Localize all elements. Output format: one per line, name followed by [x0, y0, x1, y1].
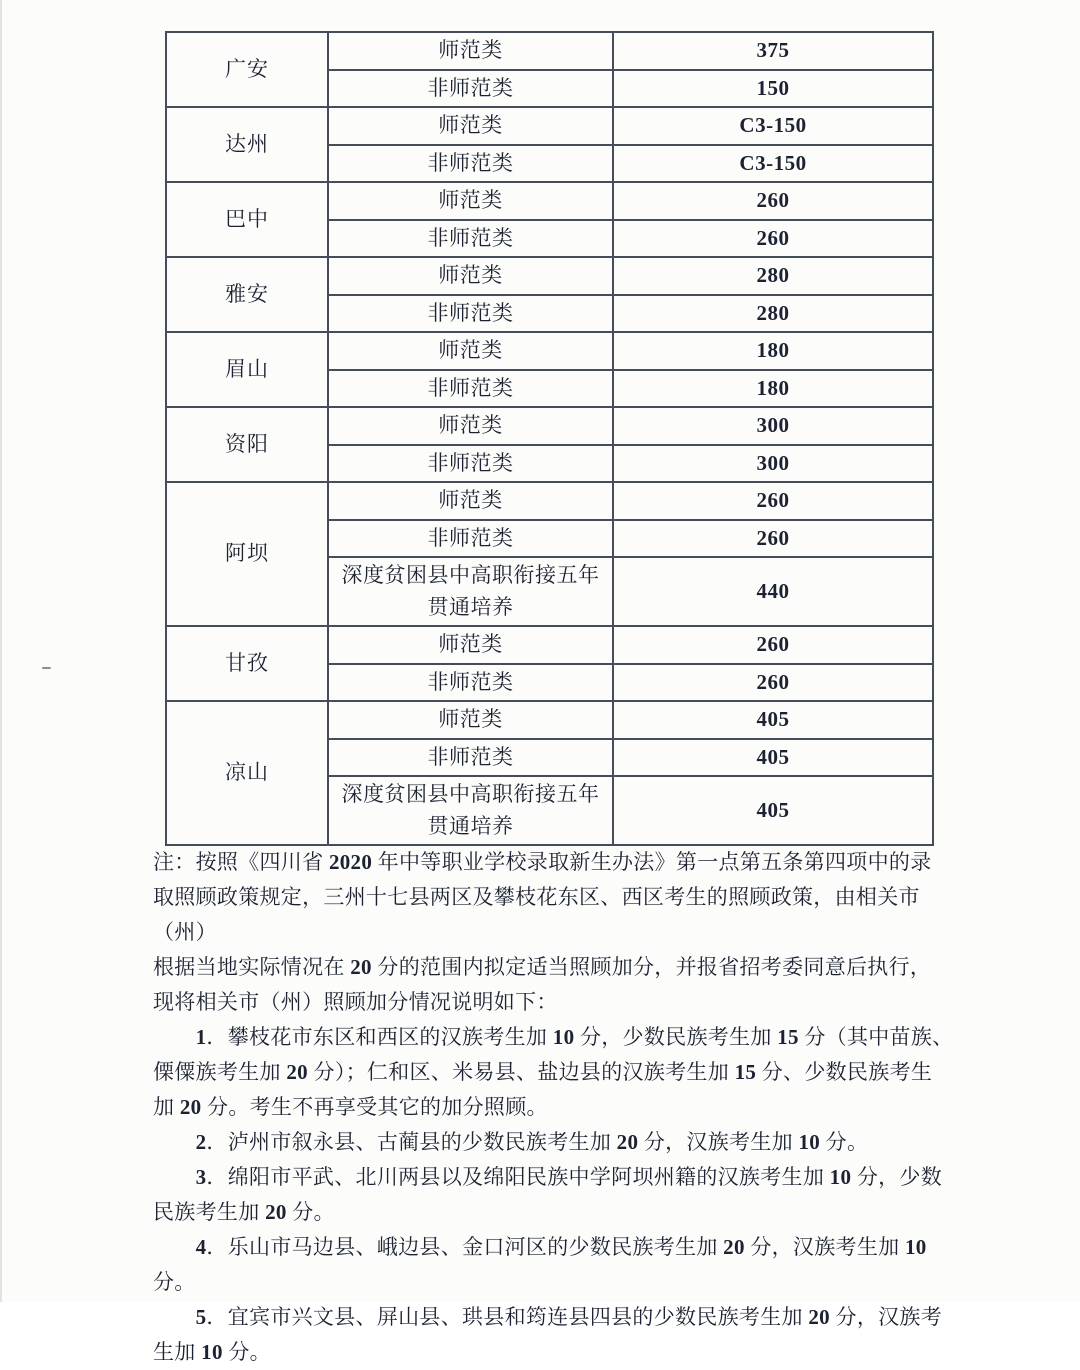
region-cell: 雅安	[166, 257, 328, 332]
score-cell: 375	[613, 32, 933, 70]
note-line: 5．宜宾市兴文县、屏山县、珙县和筠连县四县的少数民族考生加 20 分，汉族考	[195, 1305, 943, 1329]
category-cell: 师范类	[328, 107, 613, 145]
score-cell: 280	[613, 295, 933, 333]
category-cell: 非师范类	[328, 445, 613, 483]
category-cell: 非师范类	[328, 739, 613, 777]
note-line: 生加 10 分。	[153, 1340, 271, 1364]
category-cell: 师范类	[328, 407, 613, 445]
table-row	[166, 701, 933, 739]
scan-artifact-dash	[42, 667, 51, 669]
bonus-points-number: 20	[350, 955, 372, 979]
bonus-points-number: 20	[616, 1130, 639, 1154]
bonus-points-number: 2020	[328, 850, 373, 874]
score-cell: 405	[613, 776, 933, 845]
score-cell: 300	[613, 407, 933, 445]
score-cell: 180	[613, 332, 933, 370]
score-cell: 180	[613, 370, 933, 408]
note-line: 民族考生加 20 分。	[153, 1200, 335, 1224]
score-cell: 280	[613, 257, 933, 295]
bonus-points-number: 20	[265, 1200, 287, 1224]
bonus-points-number: 5	[195, 1305, 207, 1329]
category-cell: 非师范类	[328, 370, 613, 408]
bonus-points-number: 3	[195, 1165, 207, 1189]
note-line: 加 20 分。考生不再享受其它的加分照顾。	[153, 1095, 548, 1119]
bonus-points-number: 10	[904, 1235, 927, 1259]
score-cell: 260	[613, 482, 933, 520]
score-cell: C3-150	[613, 107, 933, 145]
category-cell: 深度贫困县中高职衔接五年贯通培养	[328, 776, 613, 845]
note-line: 现将相关市（州）照顾加分情况说明如下：	[153, 990, 558, 1014]
table-row	[166, 482, 933, 520]
bonus-points-number: 20	[179, 1095, 202, 1119]
score-cell: 260	[613, 626, 933, 664]
region-cell: 巴中	[166, 182, 328, 257]
score-cell: C3-150	[613, 145, 933, 183]
category-cell: 师范类	[328, 332, 613, 370]
category-cell: 师范类	[328, 701, 613, 739]
bonus-points-number: 4	[195, 1235, 207, 1259]
table-row	[166, 182, 933, 220]
bonus-points-number: 10	[201, 1340, 223, 1364]
note-line: 4．乐山市马边县、峨边县、金口河区的少数民族考生加 20 分，汉族考生加 10 分。	[153, 1235, 933, 1294]
score-cell: 260	[613, 664, 933, 702]
category-cell: 师范类	[328, 32, 613, 70]
score-cell: 260	[613, 182, 933, 220]
category-cell: 师范类	[328, 182, 613, 220]
bonus-points-number: 2	[195, 1130, 207, 1154]
category-cell: 非师范类	[328, 295, 613, 333]
region-cell: 达州	[166, 107, 328, 182]
region-cell: 资阳	[166, 407, 328, 482]
category-cell: 非师范类	[328, 220, 613, 258]
note-line: 根据当地实际情况在 20 分的范围内拟定适当照顾加分，并报省招考委同意后执行，	[153, 955, 932, 979]
score-cell: 260	[613, 520, 933, 558]
region-cell: 广安	[166, 32, 328, 107]
region-cell: 甘孜	[166, 626, 328, 701]
bonus-points-number: 1	[195, 1025, 207, 1049]
category-cell: 师范类	[328, 257, 613, 295]
category-cell: 非师范类	[328, 664, 613, 702]
bonus-points-number: 15	[777, 1025, 799, 1049]
score-cell: 405	[613, 701, 933, 739]
note-line: 取照顾政策规定，三州十七县两区及攀枝花东区、西区考生的照顾政策，由相关市（州）	[153, 885, 920, 944]
region-cell: 凉山	[166, 701, 328, 845]
table-row	[166, 107, 933, 145]
admission-scores-table-body	[166, 32, 933, 845]
bonus-points-number: 20	[286, 1060, 308, 1084]
bonus-points-number: 20	[808, 1305, 830, 1329]
score-cell: 260	[613, 220, 933, 258]
category-cell: 非师范类	[328, 70, 613, 108]
table-row	[166, 332, 933, 370]
note-line: 傈僳族考生加 20 分）；仁和区、米易县、盐边县的汉族考生加 15 分、少数民族考生	[153, 1060, 933, 1084]
bonus-points-number: 15	[734, 1060, 757, 1084]
bonus-points-number: 10	[552, 1025, 575, 1049]
category-cell: 师范类	[328, 626, 613, 664]
note-line: 1．攀枝花市东区和西区的汉族考生加 10 分，少数民族考生加 15 分（其中苗族、	[195, 1025, 954, 1049]
notes-section	[153, 845, 971, 1370]
category-cell: 非师范类	[328, 145, 613, 183]
admission-scores-table	[165, 31, 934, 846]
bonus-points-number: 10	[798, 1130, 821, 1154]
scan-edge-artifact	[0, 0, 2, 1302]
table-row	[166, 32, 933, 70]
category-cell: 非师范类	[328, 520, 613, 558]
table-row	[166, 257, 933, 295]
category-cell: 师范类	[328, 482, 613, 520]
region-cell: 眉山	[166, 332, 328, 407]
note-line: 3．绵阳市平武、北川两县以及绵阳民族中学阿坝州籍的汉族考生加 10 分，少数	[195, 1165, 943, 1189]
score-cell: 405	[613, 739, 933, 777]
table-row	[166, 407, 933, 445]
note-line: 2．泸州市叙永县、古蔺县的少数民族考生加 20 分，汉族考生加 10 分。	[195, 1130, 869, 1154]
bonus-points-number: 10	[829, 1165, 852, 1189]
note-line: 注：按照《四川省 2020 年中等职业学校录取新生办法》第一点第五条第四项中的录	[153, 850, 932, 874]
score-cell: 440	[613, 557, 933, 626]
score-cell: 150	[613, 70, 933, 108]
score-cell: 300	[613, 445, 933, 483]
table-row	[166, 626, 933, 664]
category-cell: 深度贫困县中高职衔接五年贯通培养	[328, 557, 613, 626]
region-cell: 阿坝	[166, 482, 328, 626]
bonus-points-number: 20	[723, 1235, 745, 1259]
